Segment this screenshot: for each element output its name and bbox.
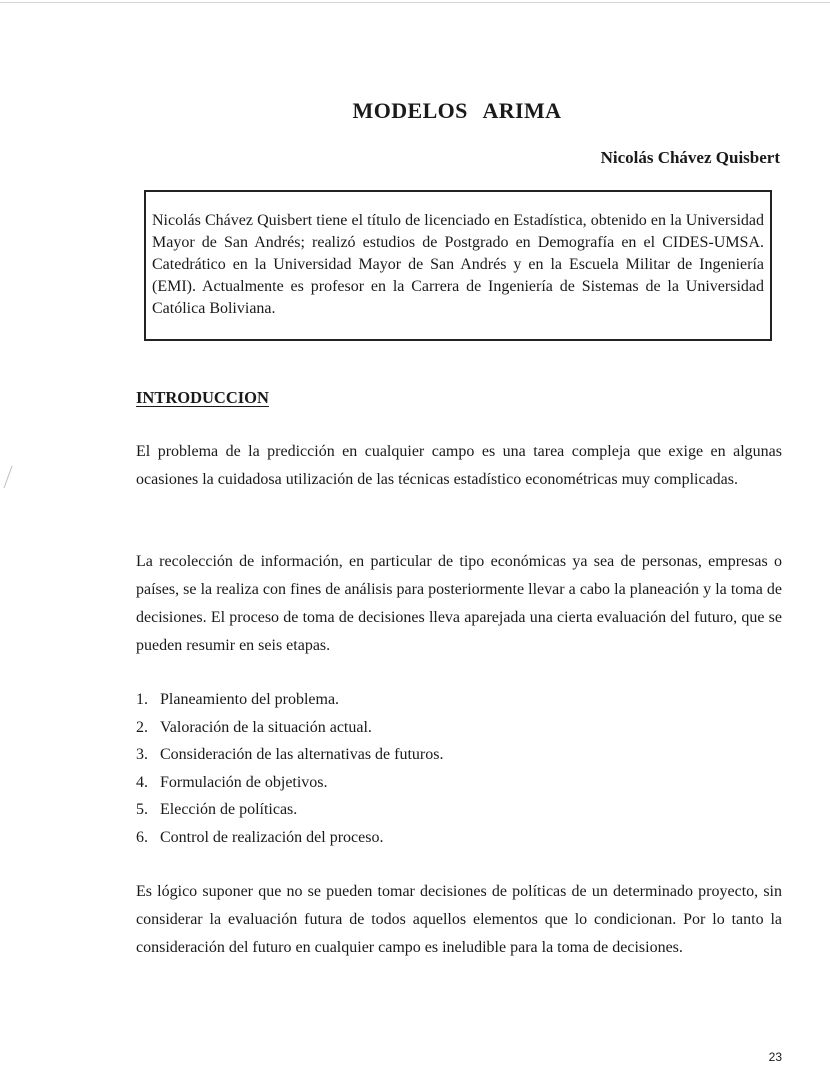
list-item-number: 5. (136, 801, 148, 818)
scan-top-edge (0, 2, 830, 3)
page-number: 23 (768, 1050, 782, 1064)
section-heading: INTRODUCCION (136, 388, 269, 407)
steps-list (136, 686, 443, 851)
list-item-number: 6. (136, 828, 148, 846)
paragraph-1: El problema de la predicción en cualquier campo es una tarea compleja que exige en algunas ocasiones la cuidadosa utilización de las técnicas estadístico econométricas muy complicadas. (136, 443, 782, 488)
list-item-number: 2. (136, 718, 148, 736)
list-item (136, 714, 443, 742)
list-item-number: 1. (136, 691, 148, 708)
list-item (136, 686, 443, 714)
list-item-text: Planeamiento del problema. (160, 691, 340, 708)
article-author: Nicolás Chávez Quisbert (600, 148, 780, 167)
article-title: MODELOS ARIMA (352, 98, 562, 123)
paragraph-3: Es lógico suponer que no se pueden tomar decisiones de políticas de un determinado proyecto, sin considerar la evaluación futura de todos aquellos elementos que lo condicionan. Por lo tanto la consideración del futuro en cualquier campo es ineludible para la toma de decisiones. (136, 883, 782, 956)
list-item-text: Formulación de objetivos. (160, 773, 328, 791)
paragraph-2: La recolección de información, en particular de tipo económicas ya sea de personas, empresas o países, se la realiza con fines de análisis para posteriormente llevar a cabo la planeación y la toma de decisiones. El proceso de toma de decisiones lleva aparejada una cierta evaluación del futuro, que se pueden resumir en seis etapas. (136, 553, 782, 654)
margin-pencil-mark (2, 465, 14, 489)
list-item (136, 769, 443, 797)
list-item-text: Control de realización del proceso. (160, 828, 384, 846)
list-item-number: 3. (136, 746, 148, 763)
list-item-text: Elección de políticas. (160, 801, 298, 818)
author-bio-text: Nicolás Chávez Quisbert tiene el título de licenciado en Estadística, obtenido en la Universidad Mayor de San Andrés; realizó estudios de Postgrado en Demografía en el CIDES-UMSA. Catedrático en la Universidad Mayor de San Andrés y en la Escuela Militar de Ingeniería (EMI). Actualmente es profesor en la Carrera de Ingeniería de Sistemas de la Universidad Católica Boliviana. (152, 212, 764, 317)
list-item (136, 824, 443, 852)
list-item (136, 796, 443, 824)
list-item-number: 4. (136, 773, 148, 791)
list-item-text: Valoración de la situación actual. (160, 718, 372, 736)
list-item-text: Consideración de las alternativas de futuros. (160, 746, 444, 763)
list-item (136, 741, 443, 769)
